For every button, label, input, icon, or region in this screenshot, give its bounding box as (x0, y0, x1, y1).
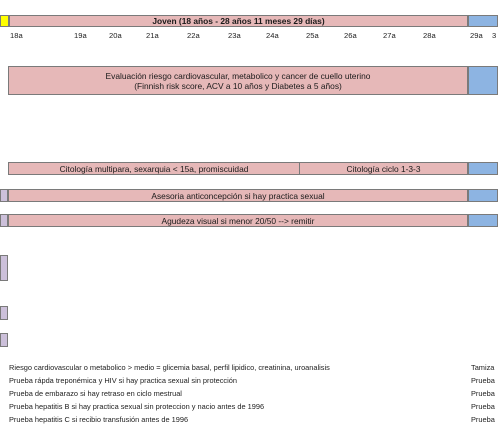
note-right: Prueba (471, 389, 495, 398)
cytology-right-label: Citología ciclo 1-3-3 (346, 163, 421, 174)
note-right: Prueba (471, 376, 495, 385)
cytology-next-bar (468, 162, 498, 175)
left-stub-1 (0, 255, 8, 281)
age-label: 18a (10, 31, 23, 40)
stage-title: Joven (18 años - 28 años 11 meses 29 días) (152, 16, 325, 26)
note-line: Riesgo cardiovascular o metabolico > medio = glicemia basal, perfil lipidico, creatinina, uroanalisis (9, 363, 330, 372)
left-stub-3 (0, 333, 8, 347)
age-label: 23a (228, 31, 241, 40)
visual-acuity-label: Agudeza visual si menor 20/50 --> remitir (161, 215, 315, 226)
cytology-left-label: Citología multipara, sexarquia < 15a, promiscuidad (59, 163, 249, 174)
visual-prev-bar (0, 214, 8, 227)
age-label: 24a (266, 31, 279, 40)
cardio-risk-line1: Evaluación riesgo cardiovascular, metabolico y cancer de cuello uterino (105, 70, 371, 81)
age-label: 3 (492, 31, 497, 40)
age-label: 29a (470, 31, 483, 40)
next-stage-bar (468, 15, 498, 27)
age-label: 28a (423, 31, 436, 40)
note-right: Prueba (471, 415, 495, 424)
yellow-marker (0, 15, 9, 27)
note-right: Prueba (471, 402, 495, 411)
left-stub-2 (0, 306, 8, 320)
visual-next-bar (468, 214, 498, 227)
note-line: Prueba rápda treponémica y HIV si hay practica sexual sin protección (9, 376, 237, 385)
contraception-prev-bar (0, 189, 8, 202)
age-label: 20a (109, 31, 122, 40)
note-line: Prueba de embarazo si hay retraso en ciclo mestrual (9, 389, 182, 398)
age-label: 21a (146, 31, 159, 40)
age-label: 25a (306, 31, 319, 40)
contraception-next-bar (468, 189, 498, 202)
cardio-risk-bar (8, 66, 468, 95)
contraception-label: Asesoria anticoncepción si hay practica sexual (151, 190, 325, 201)
contraception-bar (8, 189, 468, 202)
note-right: Tamiza (471, 363, 495, 372)
cytology-bar (8, 162, 468, 175)
note-line: Prueba hepatitis B si hay practica sexual sin proteccion y nacio antes de 1996 (9, 402, 265, 411)
note-line: Prueba hepatitis C si recibio transfusión antes de 1996 (9, 415, 189, 424)
stage-title-bar (9, 15, 468, 27)
age-label: 22a (187, 31, 200, 40)
cytology-left-cell (9, 163, 299, 174)
visual-acuity-bar (8, 214, 468, 227)
age-label: 26a (344, 31, 357, 40)
cytology-right-cell (300, 163, 467, 174)
cardio-next-bar (468, 66, 498, 95)
age-label: 19a (74, 31, 87, 40)
age-label: 27a (383, 31, 396, 40)
cardio-risk-line2: (Finnish risk score, ACV a 10 años y Diabetes a 5 años) (134, 80, 342, 91)
